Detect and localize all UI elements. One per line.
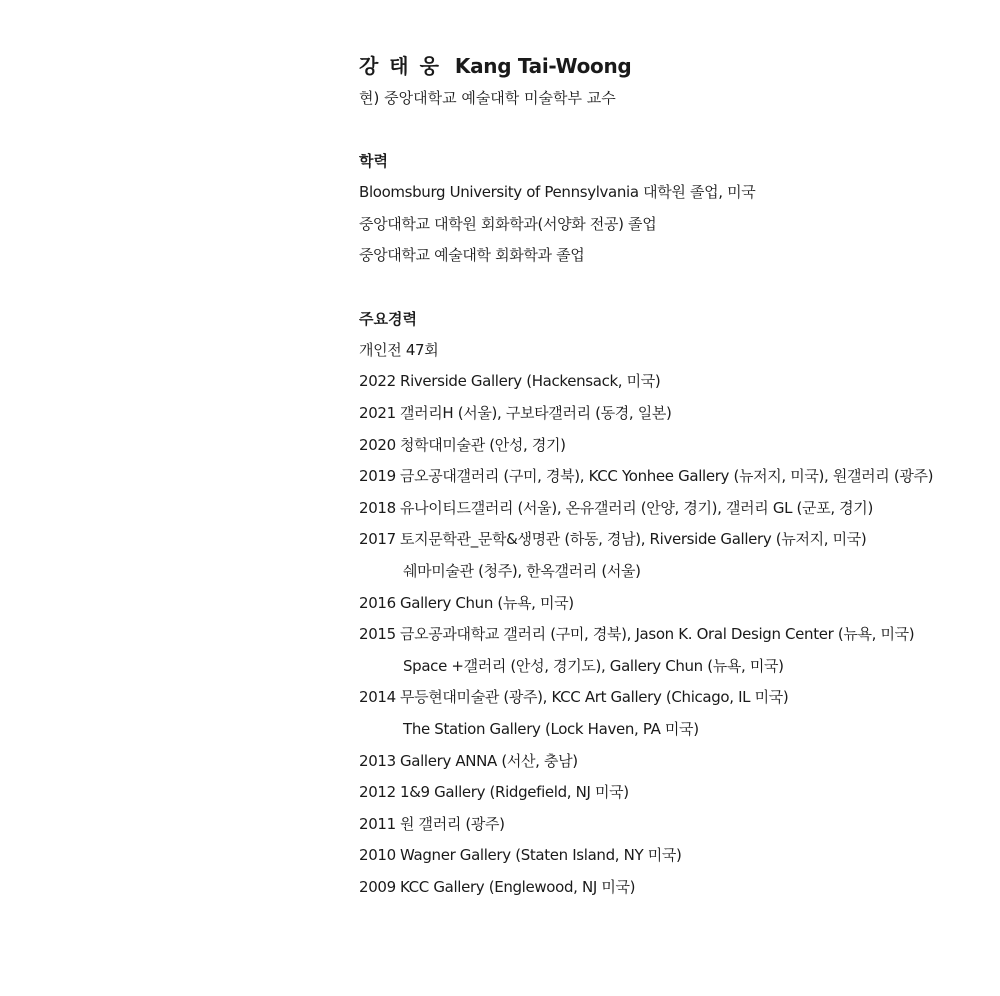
career-text: 청학대미술관 (안성, 경기) — [400, 435, 566, 454]
career-text: KCC Gallery (Englewood, NJ 미국) — [400, 877, 636, 896]
career-entry — [359, 430, 979, 462]
career-year: 2011 — [359, 814, 396, 833]
career-entry — [359, 461, 979, 493]
career-entry-continuation — [359, 651, 979, 683]
career-year: 2015 — [359, 625, 396, 644]
current-position: 현) 중앙대학교 예술대학 미술학부 교수 — [359, 89, 616, 107]
career-entry — [359, 777, 979, 809]
career-entry — [359, 872, 979, 904]
career-text: Gallery Chun (뉴욕, 미국) — [400, 593, 574, 612]
career-entry — [359, 398, 979, 430]
career-entry — [359, 524, 979, 556]
career-text: 쉐마미술관 (청주), 한옥갤러리 (서울) — [403, 561, 641, 580]
career-entry — [359, 493, 979, 525]
career-year: 2017 — [359, 530, 396, 549]
career-year: 2021 — [359, 403, 396, 422]
career-year: 2018 — [359, 498, 396, 517]
career-entry-continuation — [359, 714, 979, 746]
career-year: 2012 — [359, 783, 396, 802]
name-korean: 강 태 웅 — [359, 54, 441, 78]
career-year: 2016 — [359, 593, 396, 612]
cv-document — [359, 50, 979, 903]
career-text: 토지문학관_문학&생명관 (하동, 경남), Riverside Gallery (뉴저지, 미국) — [400, 530, 867, 549]
career-entry — [359, 682, 979, 714]
career-year: 2010 — [359, 846, 396, 865]
education-item: 중앙대학교 예술대학 회화학과 졸업 — [359, 246, 585, 265]
career-text: 금오공과대학교 갤러리 (구미, 경북), Jason K. Oral Design Center (뉴욕, 미국) — [400, 625, 915, 644]
career-entry — [359, 588, 979, 620]
career-entry — [359, 746, 979, 778]
education-item: Bloomsburg University of Pennsylvania 대학원 졸업, 미국 — [359, 183, 756, 201]
name-english: Kang Tai-Woong — [454, 54, 632, 78]
career-text: Gallery ANNA (서산, 충남) — [400, 751, 578, 770]
career-text: The Station Gallery (Lock Haven, PA 미국) — [403, 719, 699, 738]
career-year: 2019 — [359, 467, 396, 486]
career-title: 주요경력 — [359, 309, 417, 328]
career-text: Space +갤러리 (안성, 경기도), Gallery Chun (뉴욕, 미국) — [403, 656, 784, 675]
career-entry — [359, 840, 979, 872]
name-heading — [359, 50, 979, 82]
career-text: 무등현대미술관 (광주), KCC Art Gallery (Chicago, IL 미국) — [400, 688, 789, 707]
career-text: 유나이티드갤러리 (서울), 온유갤러리 (안양, 경기), 갤러리 GL (군포, 경기) — [400, 498, 873, 517]
career-text: 1&9 Gallery (Ridgefield, NJ 미국) — [400, 783, 629, 802]
career-entry — [359, 809, 979, 841]
career-entry — [359, 366, 979, 398]
career-summary: 개인전 47회 — [359, 340, 439, 359]
career-entry-continuation — [359, 556, 979, 588]
education-item: 중앙대학교 대학원 회화학과(서양화 전공) 졸업 — [359, 214, 657, 233]
career-text: 금오공대갤러리 (구미, 경북), KCC Yonhee Gallery (뉴저지, 미국), 원갤러리 (광주) — [400, 467, 934, 486]
career-year: 2022 — [359, 372, 396, 391]
career-text: 갤러리H (서울), 구보타갤러리 (동경, 일본) — [400, 403, 672, 422]
career-year: 2009 — [359, 877, 396, 896]
career-year: 2014 — [359, 688, 396, 707]
education-title: 학력 — [359, 152, 388, 170]
career-text: Riverside Gallery (Hackensack, 미국) — [400, 372, 661, 391]
career-entry — [359, 619, 979, 651]
career-year: 2020 — [359, 435, 396, 454]
career-year: 2013 — [359, 751, 396, 770]
career-text: 원 갤러리 (광주) — [400, 814, 505, 833]
career-text: Wagner Gallery (Staten Island, NY 미국) — [400, 846, 682, 865]
